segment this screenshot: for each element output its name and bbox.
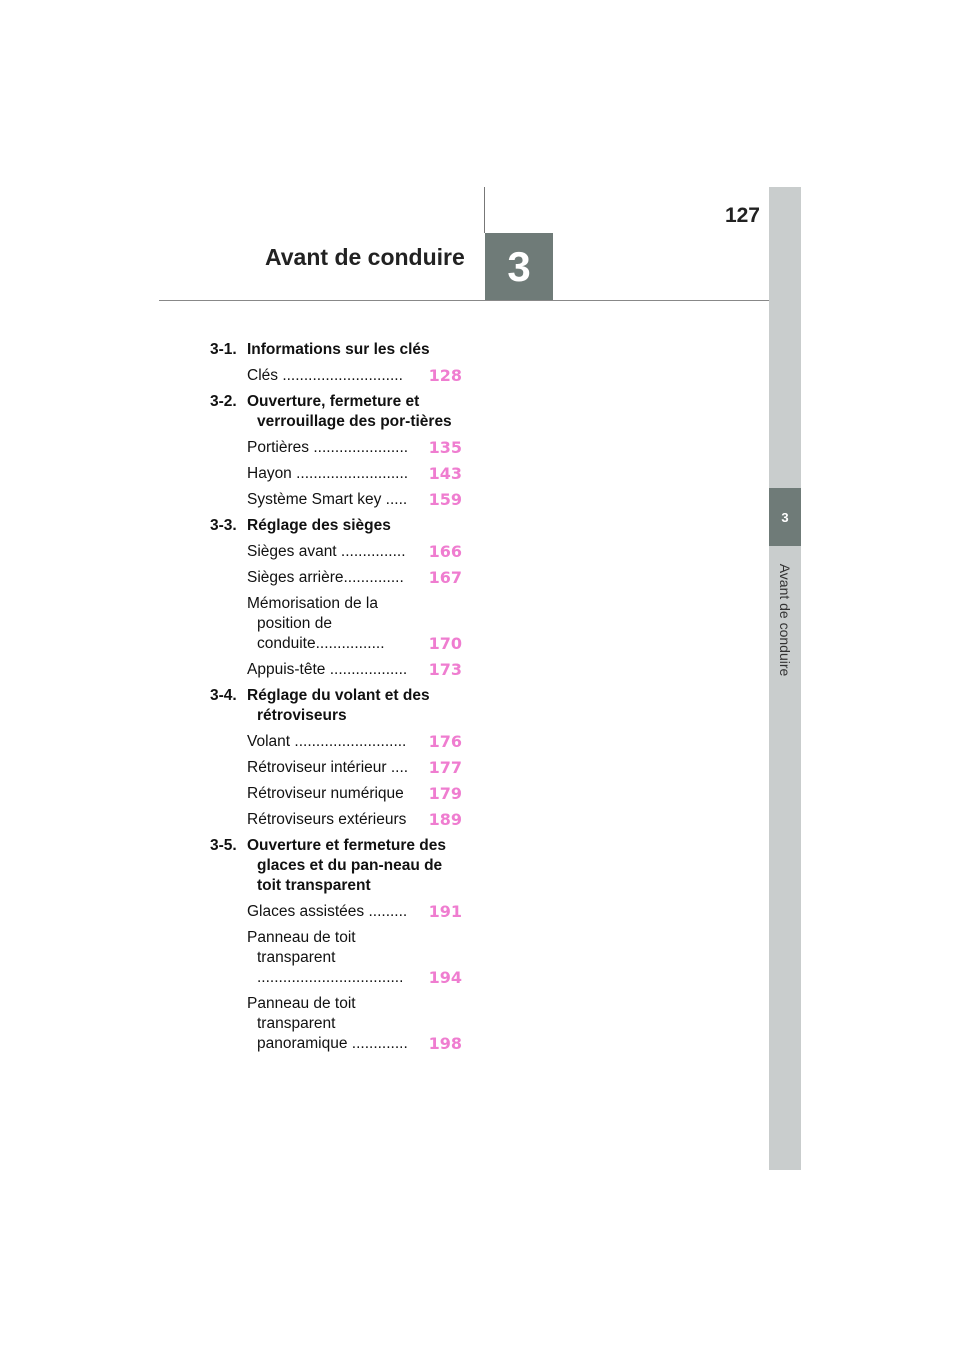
toc-entry-page[interactable]: 189	[428, 810, 462, 829]
toc-entry-text: Rétroviseur numérique	[247, 785, 404, 802]
toc-entry-page[interactable]: 177	[428, 758, 462, 777]
toc-section-title: Informations sur les clés	[247, 341, 430, 358]
toc-entry[interactable]	[210, 732, 462, 752]
side-chapter-label: Avant de conduire	[777, 563, 793, 677]
toc-section-title: Réglage du volant et des rétroviseurs	[247, 687, 430, 724]
toc-entry-page[interactable]: 179	[428, 784, 462, 803]
toc-section	[210, 686, 462, 726]
toc-entry[interactable]	[210, 758, 462, 778]
toc-entry[interactable]	[210, 902, 462, 922]
chapter-number-box: 3	[485, 233, 553, 301]
toc-section-number: 3-4.	[210, 687, 237, 704]
toc-section	[210, 392, 462, 432]
chapter-title: Avant de conduire	[265, 244, 465, 270]
toc-entry-text: Mémorisation de la position de conduite................	[247, 595, 385, 652]
toc-entry[interactable]	[210, 542, 462, 562]
side-chapter-tab[interactable]: 3	[769, 488, 801, 546]
table-of-contents	[210, 334, 462, 1054]
toc-entry[interactable]	[210, 438, 462, 458]
toc-entry-text: Portières ......................	[247, 439, 409, 456]
toc-section-title: Ouverture et fermeture des glaces et du pan-neau de toit transparent	[247, 837, 446, 894]
toc-entry-text: Volant ..........................	[247, 733, 407, 750]
toc-section-number: 3-1.	[210, 341, 237, 358]
toc-entry-text: Clés ............................	[247, 367, 403, 384]
toc-entry-page[interactable]: 194	[428, 968, 462, 987]
toc-entry[interactable]	[210, 810, 462, 830]
toc-section-title: Ouverture, fermeture et verrouillage des por-tières	[247, 393, 452, 430]
toc-entry[interactable]	[210, 568, 462, 588]
toc-entry-text: Sièges avant ...............	[247, 543, 406, 560]
toc-entry[interactable]	[210, 784, 462, 804]
toc-entry[interactable]	[210, 464, 462, 484]
toc-entry[interactable]	[210, 366, 462, 386]
toc-entry-page[interactable]: 173	[428, 660, 462, 679]
toc-entry-page[interactable]: 143	[428, 464, 462, 483]
toc-entry[interactable]	[210, 928, 462, 988]
toc-entry-text: Rétroviseurs extérieurs	[247, 811, 407, 828]
page-number: 127	[724, 204, 760, 227]
toc-section-title: Réglage des sièges	[247, 517, 391, 534]
toc-entry-page[interactable]: 167	[428, 568, 462, 587]
toc-section-number: 3-5.	[210, 837, 237, 854]
toc-entry[interactable]	[210, 490, 462, 510]
toc-entry-page[interactable]: 166	[428, 542, 462, 561]
toc-entry-page[interactable]: 159	[428, 490, 462, 509]
header-divider-vertical	[484, 187, 485, 233]
toc-entry-text: Sièges arrière..............	[247, 569, 404, 586]
toc-entry-page[interactable]: 198	[428, 1034, 462, 1053]
toc-entry[interactable]	[210, 594, 462, 654]
toc-entry-text: Glaces assistées .........	[247, 903, 408, 920]
toc-entry-page[interactable]: 128	[428, 366, 462, 385]
side-thumb-strip	[769, 187, 801, 1170]
toc-section	[210, 340, 462, 360]
toc-entry-text: Panneau de toit transparent panoramique .............	[247, 995, 408, 1052]
toc-entry[interactable]	[210, 994, 462, 1054]
toc-entry[interactable]	[210, 660, 462, 680]
toc-entry-page[interactable]: 135	[428, 438, 462, 457]
toc-entry-page[interactable]: 191	[428, 902, 462, 921]
toc-section	[210, 516, 462, 536]
toc-entry-text: Système Smart key .....	[247, 491, 408, 508]
toc-section-number: 3-2.	[210, 393, 237, 410]
toc-section	[210, 836, 462, 896]
toc-entry-text: Hayon ..........................	[247, 465, 409, 482]
toc-entry-page[interactable]: 176	[428, 732, 462, 751]
header-divider-horizontal	[159, 300, 769, 301]
toc-entry-text: Panneau de toit transparent ..................................	[247, 929, 404, 986]
toc-entry-page[interactable]: 170	[428, 634, 462, 653]
toc-entry-text: Rétroviseur intérieur ....	[247, 759, 409, 776]
toc-section-number: 3-3.	[210, 517, 237, 534]
toc-entry-text: Appuis-tête ..................	[247, 661, 408, 678]
